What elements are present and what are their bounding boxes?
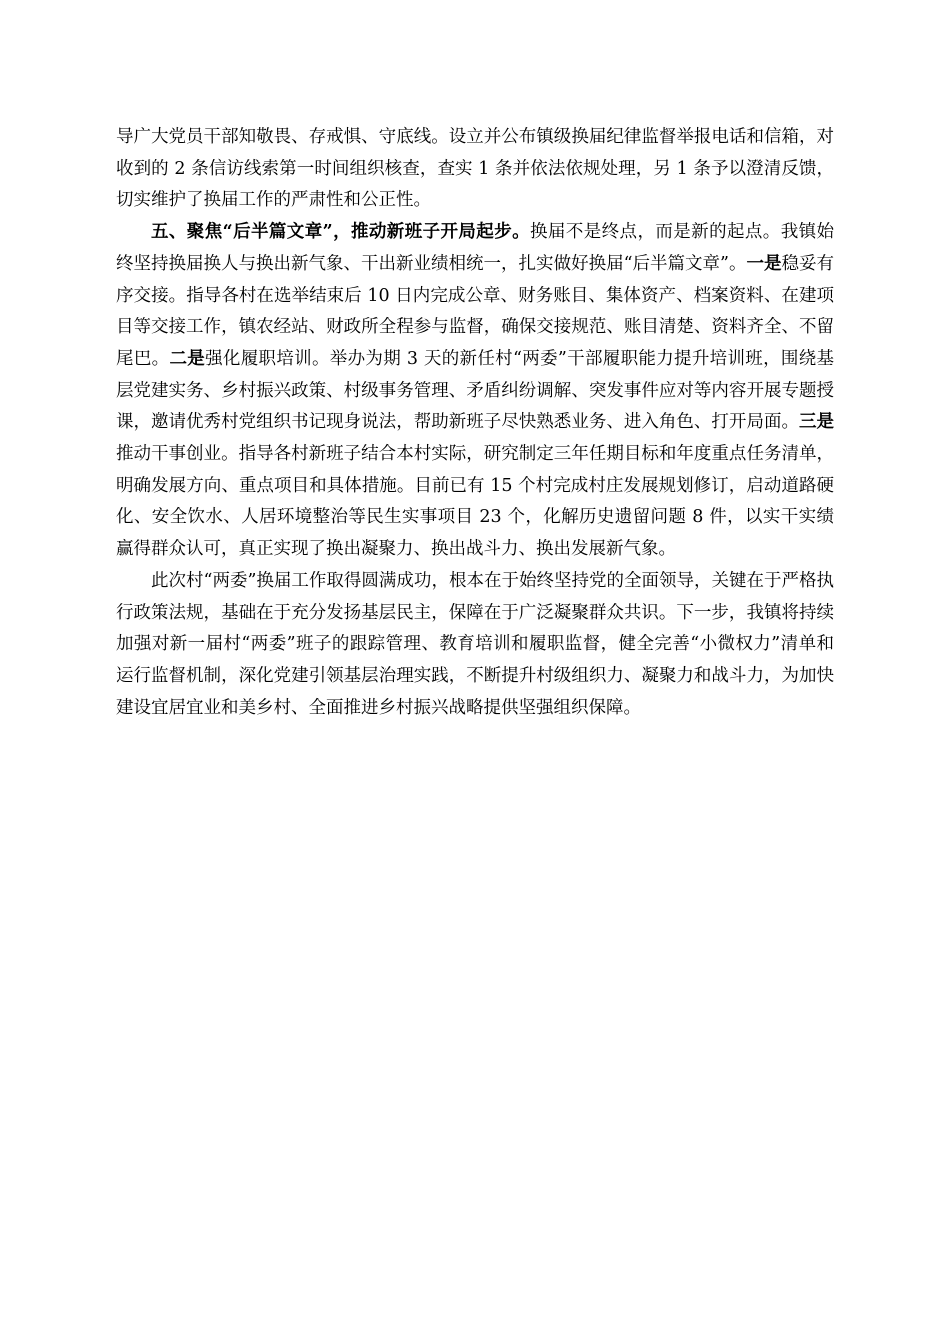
point-marker-1: 一是 — [746, 253, 782, 274]
paragraph-section-five — [116, 217, 834, 566]
paragraph-conclusion: 此次村“两委”换届工作取得圆满成功，根本在于始终坚持党的全面领导，关键在于严格执行政策法规，基础在于充分发扬基层民主，保障在于广泛凝聚群众共识。下一步，我镇将持续加强对新一届村“两委”班子的跟踪管理、教育培训和履职监督，健全完善“小微权力”清单和运行监督机制，深化党建引领基层治理实践，不断提升村级组织力、凝聚力和战斗力，为加快建设宜居宜业和美乡村、全面推进乡村振兴战略提供坚强组织保障。 — [116, 570, 834, 718]
point-text-1: 稳妥有序交接。指导各村在选举结束后 10 日内完成公章、财务账目、集体资产、档案资料、在建项目等交接工作，镇农经站、财政所全程参与监督，确保交接规范、账目清楚、资料齐全、不留尾巴。 — [116, 253, 835, 369]
document-body — [116, 122, 834, 724]
section-heading: 五、聚焦“后半篇文章”，推动新班子开局起步。 — [151, 222, 531, 243]
point-marker-3: 三是 — [798, 412, 834, 433]
point-text-3: 推动干事创业。指导各村新班子结合本村实际，研究制定三年任期目标和年度重点任务清单，明确发展方向、重点项目和具体措施。目前已有 15 个村完成村庄发展规划修订，启动道路硬化、安全饮水、人居环境整治等民生实事项目 23 个，化解历史遗留问题 8 件，以实干实绩赢得群众认可，真正实现了换出凝聚力、换出战斗力、换出发展新气象。 — [116, 444, 834, 560]
paragraph-continued: 导广大党员干部知敬畏、存戒惧、守底线。设立并公布镇级换届纪律监督举报电话和信箱，对收到的 2 条信访线索第一时间组织核查，查实 1 条并依法依规处理，另 1 条予以澄清反馈，切实维护了换届工作的严肃性和公正性。 — [116, 127, 834, 211]
point-text-2: 强化履职培训。举办为期 3 天的新任村“两委”干部履职能力提升培训班，围绕基层党建实务、乡村振兴政策、村级事务管理、矛盾纠纷调解、突发事件应对等内容开展专题授课，邀请优秀村党组织书记现身说法，帮助新班子尽快熟悉业务、进入角色、打开局面。 — [116, 348, 835, 433]
point-marker-2: 二是 — [169, 348, 206, 369]
section-intro: 换届不是终点，而是新的起点。我镇始终坚持换届换人与换出新气象、干出新业绩相统一，扎实做好换届“后半篇文章”。 — [116, 222, 834, 274]
